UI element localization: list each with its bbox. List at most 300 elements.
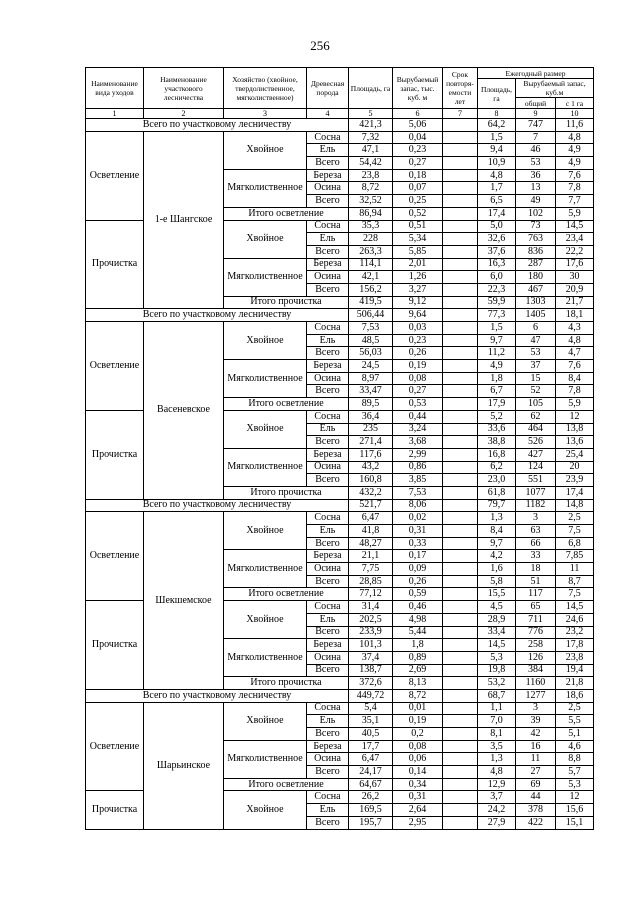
area-value: 419,5 xyxy=(349,296,393,309)
species-cell: Осина xyxy=(307,182,349,195)
annual-per-ha-value: 30 xyxy=(556,271,594,284)
species-cell: Сосна xyxy=(307,220,349,233)
annual-total-value: 65 xyxy=(516,601,556,614)
area-value: 6,47 xyxy=(349,753,393,766)
annual-area-value: 61,8 xyxy=(478,486,516,499)
stock-value: 1,8 xyxy=(393,639,443,652)
species-cell: Всего xyxy=(307,347,349,360)
annual-area-value: 33,4 xyxy=(478,626,516,639)
stock-value: 0,14 xyxy=(393,766,443,779)
annual-per-ha-value: 5,9 xyxy=(556,398,594,411)
species-cell: Всего xyxy=(307,664,349,677)
annual-area-value: 3,7 xyxy=(478,791,516,804)
annual-total-value: 126 xyxy=(516,651,556,664)
stock-value: 2,64 xyxy=(393,804,443,817)
period-value xyxy=(443,613,478,626)
annual-per-ha-value: 11 xyxy=(556,563,594,576)
stock-value: 0,44 xyxy=(393,410,443,423)
period-value xyxy=(443,195,478,208)
annual-area-value: 27,9 xyxy=(478,816,516,829)
annual-total-value: 49 xyxy=(516,195,556,208)
annual-per-ha-value: 4,8 xyxy=(556,131,594,144)
stock-value: 0,53 xyxy=(393,398,443,411)
stock-value: 3,24 xyxy=(393,423,443,436)
annual-per-ha-value: 25,4 xyxy=(556,448,594,461)
column-number: 4 xyxy=(307,109,349,119)
annual-total-value: 62 xyxy=(516,410,556,423)
annual-area-value: 4,5 xyxy=(478,601,516,614)
stock-value: 0,17 xyxy=(393,550,443,563)
stock-value: 0,27 xyxy=(393,157,443,170)
species-cell: Всего xyxy=(307,626,349,639)
annual-area-value: 32,6 xyxy=(478,233,516,246)
annual-total-value: 13 xyxy=(516,182,556,195)
annual-total-value: 73 xyxy=(516,220,556,233)
care-type-cell: Прочистка xyxy=(86,791,144,829)
annual-total-value: 422 xyxy=(516,816,556,829)
annual-per-ha-value: 23,2 xyxy=(556,626,594,639)
period-value xyxy=(443,537,478,550)
stock-value: 0,06 xyxy=(393,753,443,766)
care-type-cell: Прочистка xyxy=(86,220,144,309)
area-value: 202,5 xyxy=(349,613,393,626)
annual-per-ha-value: 4,9 xyxy=(556,144,594,157)
annual-total-value: 1405 xyxy=(516,309,556,322)
subtotal-label: Итого осветление xyxy=(224,207,349,220)
area-value: 33,47 xyxy=(349,385,393,398)
annual-per-ha-value: 7,85 xyxy=(556,550,594,563)
species-cell: Береза xyxy=(307,550,349,563)
header-annual-area: Площадь, га xyxy=(478,79,516,109)
forestry-name-cell: 1-е Шангское xyxy=(144,131,224,309)
species-cell: Всего xyxy=(307,537,349,550)
period-value xyxy=(443,233,478,246)
annual-total-value: 180 xyxy=(516,271,556,284)
species-cell: Сосна xyxy=(307,702,349,715)
period-value xyxy=(443,296,478,309)
stock-value: 0,09 xyxy=(393,563,443,576)
annual-area-value: 1,1 xyxy=(478,702,516,715)
column-number: 1 xyxy=(86,109,144,119)
annual-total-value: 36 xyxy=(516,169,556,182)
stock-value: 0,01 xyxy=(393,702,443,715)
column-number: 6 xyxy=(393,109,443,119)
header-economy: Хозяйство (хвойное, твердолиственное, мягколиственное) xyxy=(224,68,307,109)
annual-per-ha-value: 5,5 xyxy=(556,715,594,728)
economy-cell: Хвойное xyxy=(224,220,307,258)
annual-total-value: 124 xyxy=(516,461,556,474)
species-cell: Осина xyxy=(307,563,349,576)
subtotal-label: Итого осветление xyxy=(224,588,349,601)
header-area: Площадь, га xyxy=(349,68,393,109)
stock-value: 0,18 xyxy=(393,169,443,182)
period-value xyxy=(443,499,478,512)
annual-area-value: 28,9 xyxy=(478,613,516,626)
stock-value: 0,08 xyxy=(393,372,443,385)
annual-area-value: 17,9 xyxy=(478,398,516,411)
annual-area-value: 64,2 xyxy=(478,119,516,132)
area-value: 36,4 xyxy=(349,410,393,423)
period-value xyxy=(443,309,478,322)
annual-per-ha-value: 14,8 xyxy=(556,499,594,512)
table-row xyxy=(86,702,594,715)
period-value xyxy=(443,119,478,132)
stock-value: 3,85 xyxy=(393,474,443,487)
annual-total-value: 15 xyxy=(516,372,556,385)
annual-per-ha-value: 8,7 xyxy=(556,575,594,588)
annual-per-ha-value: 8,8 xyxy=(556,753,594,766)
annual-per-ha-value: 20 xyxy=(556,461,594,474)
annual-area-value: 38,8 xyxy=(478,436,516,449)
species-cell: Осина xyxy=(307,271,349,284)
annual-area-value: 6,7 xyxy=(478,385,516,398)
annual-total-value: 1160 xyxy=(516,677,556,690)
annual-per-ha-value: 5,3 xyxy=(556,778,594,791)
annual-area-value: 9,4 xyxy=(478,144,516,157)
area-value: 40,5 xyxy=(349,728,393,741)
area-value: 372,6 xyxy=(349,677,393,690)
stock-value: 0,51 xyxy=(393,220,443,233)
annual-total-value: 551 xyxy=(516,474,556,487)
annual-total-value: 117 xyxy=(516,588,556,601)
species-cell: Всего xyxy=(307,245,349,258)
annual-area-value: 37,6 xyxy=(478,245,516,258)
area-value: 160,8 xyxy=(349,474,393,487)
annual-area-value: 1,6 xyxy=(478,563,516,576)
area-value: 86,94 xyxy=(349,207,393,220)
annual-per-ha-value: 7,5 xyxy=(556,525,594,538)
subtotal-label: Итого прочистка xyxy=(224,677,349,690)
subtotal-label: Итого осветление xyxy=(224,778,349,791)
area-value: 17,7 xyxy=(349,740,393,753)
period-value xyxy=(443,804,478,817)
stock-value: 2,99 xyxy=(393,448,443,461)
stock-value: 5,34 xyxy=(393,233,443,246)
header-annual-total: общий xyxy=(516,98,556,109)
period-value xyxy=(443,436,478,449)
annual-per-ha-value: 13,8 xyxy=(556,423,594,436)
annual-area-value: 5,0 xyxy=(478,220,516,233)
annual-per-ha-value: 12 xyxy=(556,410,594,423)
care-type-cell: Осветление xyxy=(86,702,144,791)
stock-value: 0,46 xyxy=(393,601,443,614)
period-value xyxy=(443,766,478,779)
economy-cell: Хвойное xyxy=(224,410,307,448)
annual-area-value: 1,7 xyxy=(478,182,516,195)
annual-per-ha-value: 24,6 xyxy=(556,613,594,626)
annual-total-value: 69 xyxy=(516,778,556,791)
annual-area-value: 8,1 xyxy=(478,728,516,741)
header-annual-per-ha: с 1 га xyxy=(556,98,594,109)
period-value xyxy=(443,169,478,182)
area-value: 117,6 xyxy=(349,448,393,461)
annual-area-value: 6,5 xyxy=(478,195,516,208)
species-cell: Всего xyxy=(307,728,349,741)
care-type-cell: Осветление xyxy=(86,131,144,220)
economy-cell: Хвойное xyxy=(224,791,307,829)
species-cell: Береза xyxy=(307,448,349,461)
annual-total-value: 102 xyxy=(516,207,556,220)
annual-area-value: 8,4 xyxy=(478,525,516,538)
annual-area-value: 14,5 xyxy=(478,639,516,652)
header-annual-stock: Вырубаемый запас, куб.м xyxy=(516,79,594,98)
annual-per-ha-value: 7,6 xyxy=(556,360,594,373)
species-cell: Осина xyxy=(307,651,349,664)
annual-area-value: 16,8 xyxy=(478,448,516,461)
period-value xyxy=(443,207,478,220)
column-number: 2 xyxy=(144,109,224,119)
annual-total-value: 66 xyxy=(516,537,556,550)
economy-cell: Мягколиственное xyxy=(224,448,307,486)
annual-per-ha-value: 14,5 xyxy=(556,220,594,233)
area-value: 506,44 xyxy=(349,309,393,322)
annual-area-value: 10,9 xyxy=(478,157,516,170)
area-value: 64,67 xyxy=(349,778,393,791)
annual-area-value: 68,7 xyxy=(478,689,516,702)
period-value xyxy=(443,157,478,170)
area-value: 114,1 xyxy=(349,258,393,271)
species-cell: Всего xyxy=(307,474,349,487)
area-value: 26,2 xyxy=(349,791,393,804)
stock-value: 0,33 xyxy=(393,537,443,550)
annual-total-value: 1277 xyxy=(516,689,556,702)
forestry-total-row xyxy=(86,499,594,512)
annual-area-value: 9,7 xyxy=(478,537,516,550)
area-value: 48,27 xyxy=(349,537,393,550)
annual-per-ha-value: 23,4 xyxy=(556,233,594,246)
species-cell: Всего xyxy=(307,575,349,588)
period-value xyxy=(443,778,478,791)
stock-value: 0,86 xyxy=(393,461,443,474)
header-stock: Вырубаемый запас, тыс. куб. м xyxy=(393,68,443,109)
column-number: 8 xyxy=(478,109,516,119)
species-cell: Всего xyxy=(307,157,349,170)
area-value: 432,2 xyxy=(349,486,393,499)
annual-per-ha-value: 22,2 xyxy=(556,245,594,258)
period-value xyxy=(443,322,478,335)
area-value: 228 xyxy=(349,233,393,246)
annual-area-value: 5,2 xyxy=(478,410,516,423)
annual-total-value: 44 xyxy=(516,791,556,804)
area-value: 138,7 xyxy=(349,664,393,677)
column-number: 7 xyxy=(443,109,478,119)
period-value xyxy=(443,512,478,525)
species-cell: Всего xyxy=(307,385,349,398)
stock-value: 0,08 xyxy=(393,740,443,753)
annual-per-ha-value: 2,5 xyxy=(556,512,594,525)
stock-value: 3,68 xyxy=(393,436,443,449)
species-cell: Всего xyxy=(307,766,349,779)
annual-area-value: 77,3 xyxy=(478,309,516,322)
annual-area-value: 4,9 xyxy=(478,360,516,373)
annual-per-ha-value: 4,9 xyxy=(556,157,594,170)
stock-value: 5,06 xyxy=(393,119,443,132)
column-number: 9 xyxy=(516,109,556,119)
area-value: 7,75 xyxy=(349,563,393,576)
annual-total-value: 7 xyxy=(516,131,556,144)
area-value: 195,7 xyxy=(349,816,393,829)
annual-per-ha-value: 21,8 xyxy=(556,677,594,690)
annual-per-ha-value: 15,6 xyxy=(556,804,594,817)
annual-total-value: 427 xyxy=(516,448,556,461)
area-value: 28,85 xyxy=(349,575,393,588)
annual-area-value: 16,3 xyxy=(478,258,516,271)
annual-per-ha-value: 5,7 xyxy=(556,766,594,779)
annual-area-value: 4,8 xyxy=(478,169,516,182)
forestry-name-cell: Шекшемское xyxy=(144,512,224,690)
stock-value: 2,01 xyxy=(393,258,443,271)
annual-area-value: 15,5 xyxy=(478,588,516,601)
period-value xyxy=(443,740,478,753)
subtotal-label: Итого осветление xyxy=(224,398,349,411)
stock-value: 5,44 xyxy=(393,626,443,639)
annual-total-value: 16 xyxy=(516,740,556,753)
stock-value: 2,69 xyxy=(393,664,443,677)
annual-total-value: 3 xyxy=(516,702,556,715)
period-value xyxy=(443,220,478,233)
period-value xyxy=(443,334,478,347)
area-value: 521,7 xyxy=(349,499,393,512)
species-cell: Сосна xyxy=(307,322,349,335)
period-value xyxy=(443,601,478,614)
subtotal-label: Итого прочистка xyxy=(224,486,349,499)
forest-care-table xyxy=(85,67,594,830)
area-value: 235 xyxy=(349,423,393,436)
period-value xyxy=(443,245,478,258)
period-value xyxy=(443,461,478,474)
annual-per-ha-value: 19,4 xyxy=(556,664,594,677)
annual-total-value: 384 xyxy=(516,664,556,677)
area-value: 43,2 xyxy=(349,461,393,474)
annual-per-ha-value: 17,4 xyxy=(556,486,594,499)
period-value xyxy=(443,144,478,157)
species-cell: Ель xyxy=(307,525,349,538)
period-value xyxy=(443,271,478,284)
annual-per-ha-value: 7,7 xyxy=(556,195,594,208)
period-value xyxy=(443,448,478,461)
period-value xyxy=(443,689,478,702)
period-value xyxy=(443,550,478,563)
annual-total-value: 1077 xyxy=(516,486,556,499)
species-cell: Всего xyxy=(307,436,349,449)
annual-area-value: 7,0 xyxy=(478,715,516,728)
annual-total-value: 763 xyxy=(516,233,556,246)
species-cell: Ель xyxy=(307,804,349,817)
annual-total-value: 52 xyxy=(516,385,556,398)
economy-cell: Мягколиственное xyxy=(224,740,307,778)
stock-value: 0,31 xyxy=(393,525,443,538)
annual-total-value: 258 xyxy=(516,639,556,652)
annual-per-ha-value: 7,8 xyxy=(556,182,594,195)
economy-cell: Хвойное xyxy=(224,322,307,360)
economy-cell: Мягколиственное xyxy=(224,639,307,677)
area-value: 89,5 xyxy=(349,398,393,411)
annual-per-ha-value: 23,9 xyxy=(556,474,594,487)
annual-area-value: 1,8 xyxy=(478,372,516,385)
annual-per-ha-value: 13,6 xyxy=(556,436,594,449)
economy-cell: Мягколиственное xyxy=(224,258,307,296)
annual-total-value: 526 xyxy=(516,436,556,449)
annual-per-ha-value: 6,8 xyxy=(556,537,594,550)
stock-value: 0,52 xyxy=(393,207,443,220)
annual-total-value: 63 xyxy=(516,525,556,538)
annual-area-value: 1,3 xyxy=(478,753,516,766)
period-value xyxy=(443,702,478,715)
stock-value: 0,19 xyxy=(393,360,443,373)
table-row xyxy=(86,512,594,525)
stock-value: 2,95 xyxy=(393,816,443,829)
stock-value: 0,2 xyxy=(393,728,443,741)
forestry-total-label: Всего по участковому лесничеству xyxy=(86,689,349,702)
annual-area-value: 3,5 xyxy=(478,740,516,753)
period-value xyxy=(443,715,478,728)
area-value: 41,8 xyxy=(349,525,393,538)
species-cell: Осина xyxy=(307,461,349,474)
annual-total-value: 11 xyxy=(516,753,556,766)
annual-per-ha-value: 8,4 xyxy=(556,372,594,385)
period-value xyxy=(443,753,478,766)
annual-per-ha-value: 4,3 xyxy=(556,322,594,335)
species-cell: Осина xyxy=(307,753,349,766)
column-number: 3 xyxy=(224,109,307,119)
annual-per-ha-value: 5,9 xyxy=(556,207,594,220)
annual-area-value: 1,3 xyxy=(478,512,516,525)
annual-per-ha-value: 14,5 xyxy=(556,601,594,614)
table-row xyxy=(86,131,594,144)
annual-total-value: 46 xyxy=(516,144,556,157)
period-value xyxy=(443,486,478,499)
area-value: 156,2 xyxy=(349,283,393,296)
annual-total-value: 47 xyxy=(516,334,556,347)
species-cell: Береза xyxy=(307,639,349,652)
annual-area-value: 6,0 xyxy=(478,271,516,284)
area-value: 101,3 xyxy=(349,639,393,652)
annual-per-ha-value: 2,5 xyxy=(556,702,594,715)
period-value xyxy=(443,474,478,487)
area-value: 7,32 xyxy=(349,131,393,144)
annual-per-ha-value: 7,6 xyxy=(556,169,594,182)
annual-total-value: 1182 xyxy=(516,499,556,512)
annual-per-ha-value: 4,8 xyxy=(556,334,594,347)
period-value xyxy=(443,423,478,436)
stock-value: 8,13 xyxy=(393,677,443,690)
stock-value: 9,12 xyxy=(393,296,443,309)
annual-per-ha-value: 18,1 xyxy=(556,309,594,322)
annual-per-ha-value: 15,1 xyxy=(556,816,594,829)
area-value: 169,5 xyxy=(349,804,393,817)
annual-per-ha-value: 23,8 xyxy=(556,651,594,664)
period-value xyxy=(443,182,478,195)
area-value: 8,72 xyxy=(349,182,393,195)
stock-value: 0,25 xyxy=(393,195,443,208)
area-value: 5,4 xyxy=(349,702,393,715)
species-cell: Ель xyxy=(307,613,349,626)
annual-area-value: 5,8 xyxy=(478,575,516,588)
annual-area-value: 19,8 xyxy=(478,664,516,677)
annual-total-value: 711 xyxy=(516,613,556,626)
annual-area-value: 1,5 xyxy=(478,131,516,144)
annual-total-value: 37 xyxy=(516,360,556,373)
stock-value: 1,26 xyxy=(393,271,443,284)
species-cell: Сосна xyxy=(307,410,349,423)
area-value: 24,5 xyxy=(349,360,393,373)
care-type-cell: Осветление xyxy=(86,512,144,601)
species-cell: Осина xyxy=(307,372,349,385)
header-species: Древесная порода xyxy=(307,68,349,109)
stock-value: 0,02 xyxy=(393,512,443,525)
stock-value: 0,26 xyxy=(393,575,443,588)
area-value: 23,8 xyxy=(349,169,393,182)
